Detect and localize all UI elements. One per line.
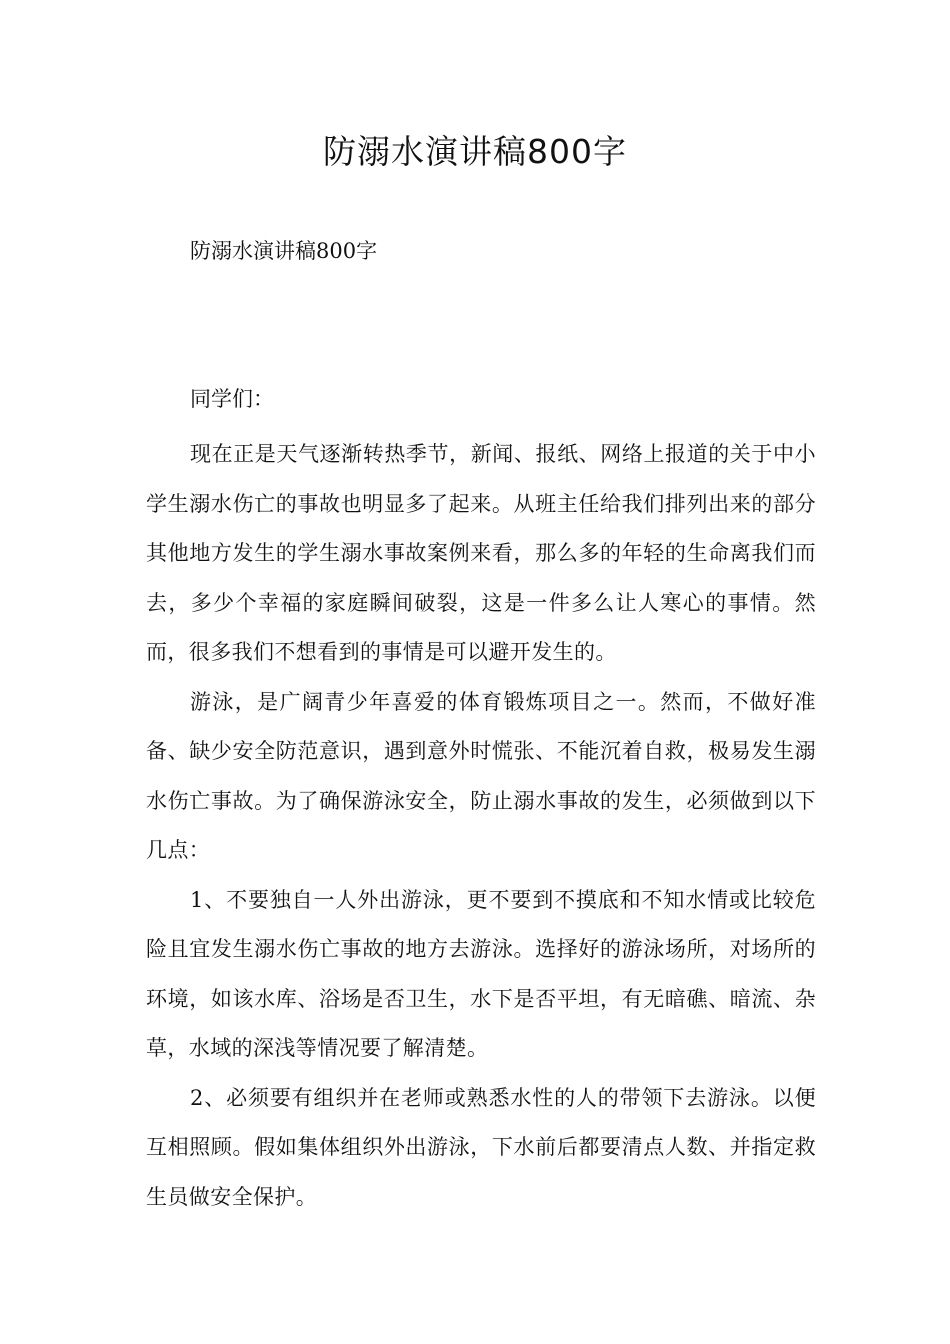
paragraph-1: 现在正是天气逐渐转热季节，新闻、报纸、网络上报道的关于中小学生溺水伤亡的事故也明显多了起来。从班主任给我们排列出来的部分其他地方发生的学生溺水事故案例来看，那么多的年轻的生命离我们而去，多少个幸福的家庭瞬间破裂，这是一件多么让人寒心的事情。然而，很多我们不想看到的事情是可以避开发生的。 xyxy=(146,442,816,664)
paragraph-4: 2、必须要有组织并在老师或熟悉水性的人的带领下去游泳。以便互相照顾。假如集体组织外出游泳，下水前后都要清点人数、并指定救生员做安全保护。 xyxy=(146,1085,816,1209)
paragraph-3: 1、不要独自一人外出游泳，更不要到不摸底和不知水情或比较危险且宜发生溺水伤亡事故的地方去游泳。选择好的游泳场所，对场所的环境，如该水库、浴场是否卫生，水下是否平坦，有无暗礁、暗流、杂草，水域的深浅等情况要了解清楚。 xyxy=(146,887,816,1060)
paragraph-2: 游泳，是广阔青少年喜爱的体育锻炼项目之一。然而，不做好准备、缺少安全防范意识，遇到意外时慌张、不能沉着自救，极易发生溺水伤亡事故。为了确保游泳安全，防止溺水事故的发生，必须做到以下几点： xyxy=(146,689,816,862)
document-title: 防溺水演讲稿800字 xyxy=(323,132,627,171)
body-text xyxy=(146,430,816,1222)
document-subtitle: 防溺水演讲稿800字 xyxy=(190,239,378,263)
greeting-line: 同学们： xyxy=(190,387,274,411)
